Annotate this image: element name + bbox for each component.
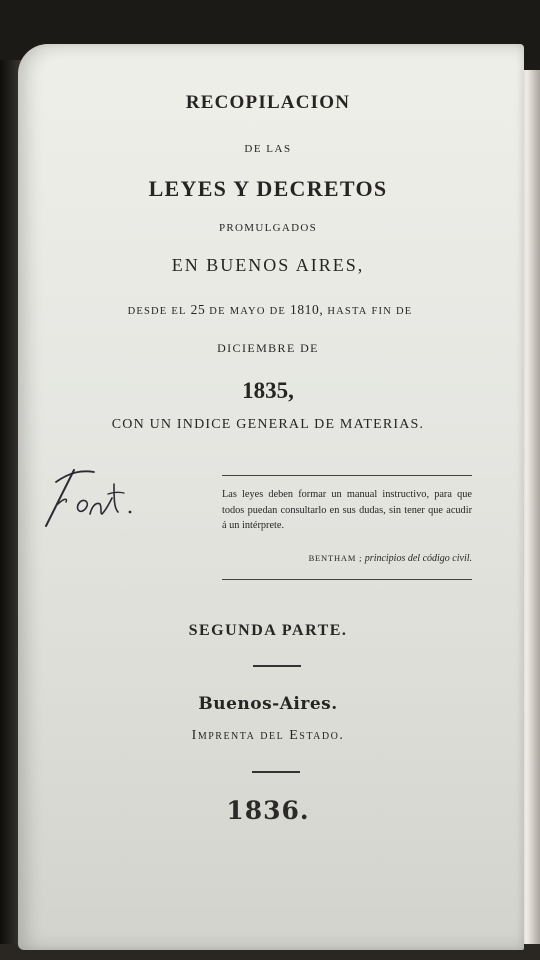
- title-leyes-decretos: LEYES Y DECRETOS: [148, 176, 388, 201]
- imprint-place: Buenos-Aires.: [198, 694, 338, 714]
- part-heading: SEGUNDA PARTE.: [188, 622, 348, 639]
- epigraph-source: principios del código civil.: [364, 553, 472, 564]
- date-mayo: MAYO: [229, 306, 266, 317]
- imprint-printer: Imprenta del Estado.: [191, 728, 345, 743]
- date-de-2: DE: [269, 306, 286, 317]
- title-year-end: 1835,: [242, 378, 294, 403]
- title-diciembre: DICIEMBRE DE: [217, 341, 319, 355]
- date-year: 1810,: [289, 302, 324, 317]
- divider-rule-2: [252, 771, 300, 773]
- epigraph-rule-bottom: [222, 579, 472, 580]
- date-desde: DESDE: [127, 306, 168, 317]
- date-el: EL: [171, 306, 187, 317]
- date-de-1: DE: [209, 306, 226, 317]
- title-recopilacion: RECOPILACION: [185, 92, 351, 113]
- title-date-range: [40, 302, 500, 318]
- imprint-year: 1836.: [226, 796, 310, 825]
- epigraph-quote: Las leyes deben formar un manual instructivo, para que todos puedan consultarlo en sus dudas, sin tener que acudir á un intérprete.: [222, 489, 472, 532]
- divider-rule-1: [253, 665, 301, 667]
- title-indice: CON UN INDICE GENERAL DE MATERIAS.: [111, 417, 425, 432]
- date-hasta: HASTA: [327, 306, 368, 317]
- date-day: 25: [190, 302, 206, 317]
- title-de-las: DE LAS: [244, 143, 292, 155]
- date-fin: FIN: [371, 306, 393, 317]
- title-promulgados: PROMULGADOS: [218, 222, 318, 234]
- epigraph-rule-top: [222, 475, 472, 476]
- handwritten-signature: [40, 462, 140, 532]
- title-page: [18, 44, 524, 950]
- epigraph-citation: [222, 553, 472, 564]
- title-city: EN BUENOS AIRES,: [171, 255, 365, 275]
- date-de-3: DE: [396, 306, 413, 317]
- epigraph-author: BENTHAM ;: [308, 553, 363, 563]
